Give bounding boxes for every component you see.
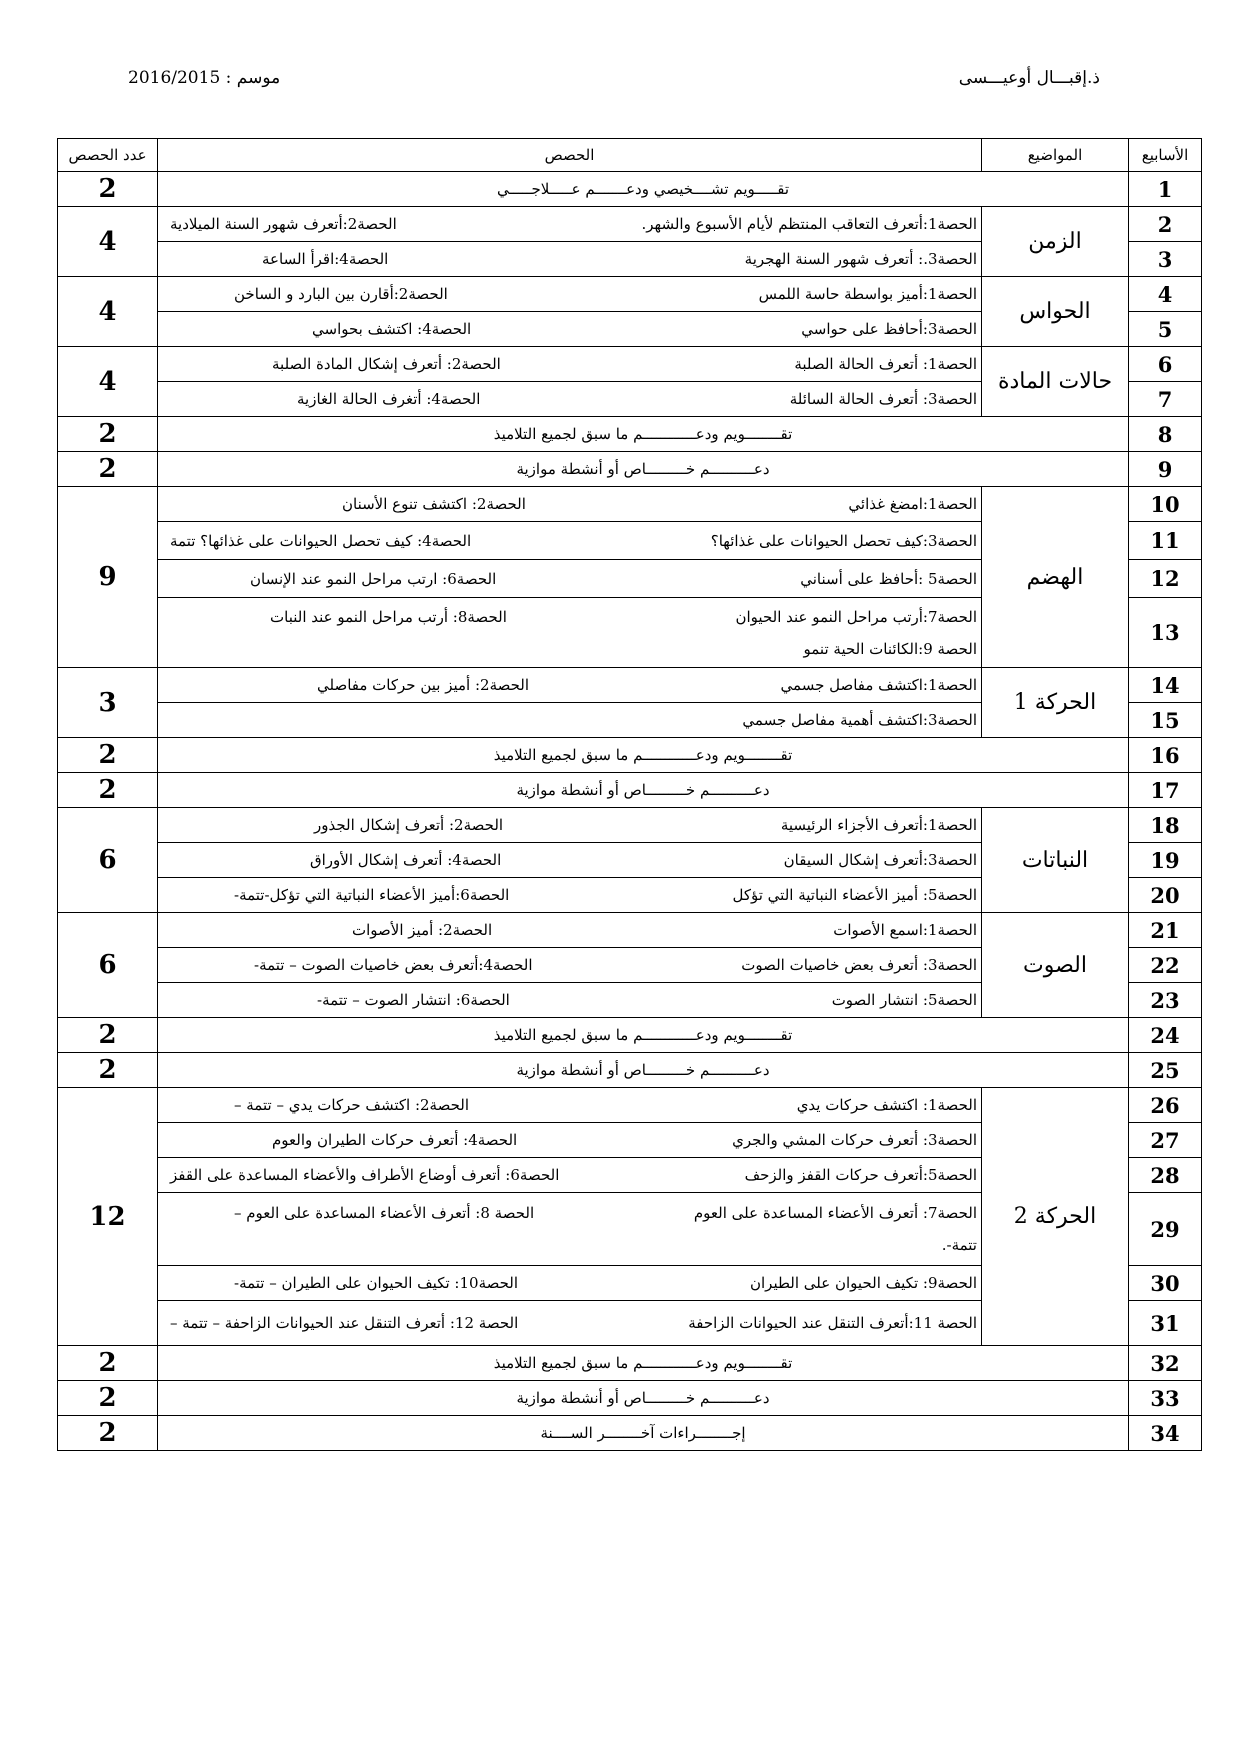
lesson-count: 4	[58, 207, 158, 277]
lesson-text: الحصة2:أقارن بين البارد و الساخن	[234, 285, 448, 303]
week-number: 18	[1129, 808, 1202, 843]
lesson-text: الحصة1:اسمع الأصوات	[833, 921, 977, 939]
lessons-cell	[158, 522, 982, 560]
lesson-count: 4	[58, 347, 158, 417]
table-row	[58, 1381, 1202, 1416]
lesson-text: الحصة3:أحافظ على حواسي	[801, 320, 977, 338]
lessons-cell	[158, 347, 982, 382]
lesson-count: 3	[58, 668, 158, 738]
lesson-plan-table	[57, 138, 1202, 1451]
topic-cell: الحواس	[982, 277, 1129, 347]
lesson-text: الحصة7: أتعرف الأعضاء المساعدة على العوم	[693, 1204, 977, 1222]
lesson-text: الحصة3:أتعرف إشكال السيقان	[783, 851, 977, 869]
topic-cell: الزمن	[982, 207, 1129, 277]
table-row	[58, 1018, 1202, 1053]
lesson-text: الحصة6: أتعرف أوضاع الأطراف والأعضاء المساعدة على القفز	[170, 1166, 560, 1184]
week-number: 28	[1129, 1158, 1202, 1193]
lessons-cell	[158, 277, 982, 312]
lesson-text: الحصة6: انتشار الصوت – تتمة-	[317, 991, 510, 1009]
week-number: 13	[1129, 598, 1202, 668]
week-number: 2	[1129, 207, 1202, 242]
support-cell: دعــــــــــم خـــــــــاص أو أنشطة موازية	[158, 1381, 1129, 1416]
lesson-text: الحصة4: اكتشف بحواسي	[312, 320, 472, 338]
lessons-cell	[158, 598, 982, 668]
table-row	[58, 172, 1202, 207]
lesson-text: الحصة1:أميز بواسطة حاسة اللمس	[758, 285, 977, 303]
lessons-cell	[158, 808, 982, 843]
lesson-text: الحصة1:أتعرف الأجزاء الرئيسية	[780, 816, 977, 834]
lesson-text: الحصة1: أتعرف الحالة الصلبة	[794, 355, 977, 373]
evaluation-cell: تقـــــويم تشــــخيصي ودعـــــــم عـــــلاجـــــي	[158, 172, 1129, 207]
lesson-count: 2	[58, 773, 158, 808]
table-row	[58, 1416, 1202, 1451]
week-number: 10	[1129, 487, 1202, 522]
topic-cell: الهضم	[982, 487, 1129, 668]
lessons-cell	[158, 1193, 982, 1266]
week-number: 19	[1129, 843, 1202, 878]
week-number: 32	[1129, 1346, 1202, 1381]
week-number: 33	[1129, 1381, 1202, 1416]
week-number: 24	[1129, 1018, 1202, 1053]
table-row	[58, 347, 1202, 382]
lesson-text: الحصة1: اكتشف حركات يدي	[796, 1096, 977, 1114]
topic-cell: حالات المادة	[982, 347, 1129, 417]
week-number: 22	[1129, 948, 1202, 983]
lesson-count: 4	[58, 277, 158, 347]
lesson-text: الحصة4: أتغرف الحالة الغازية	[297, 390, 481, 408]
lesson-text: الحصة6:أميز الأعضاء النباتية التي تؤكل-تتمة-	[234, 886, 510, 904]
lesson-text: الحصة2: اكتشف تنوع الأسنان	[342, 495, 526, 513]
topic-cell: النباتات	[982, 808, 1129, 913]
week-number: 11	[1129, 522, 1202, 560]
week-number: 29	[1129, 1193, 1202, 1266]
week-number: 15	[1129, 703, 1202, 738]
lesson-text: الحصة2:أتعرف شهور السنة الميلادية	[170, 215, 397, 233]
topic-cell: الحركة 1	[982, 668, 1129, 738]
lessons-cell	[158, 1123, 982, 1158]
week-number: 8	[1129, 417, 1202, 452]
lessons-cell	[158, 1266, 982, 1301]
lesson-count: 2	[58, 452, 158, 487]
lesson-count: 6	[58, 808, 158, 913]
lessons-cell	[158, 560, 982, 598]
lessons-cell	[158, 312, 982, 347]
week-number: 12	[1129, 560, 1202, 598]
week-number: 17	[1129, 773, 1202, 808]
table-row	[58, 668, 1202, 703]
lessons-cell	[158, 487, 982, 522]
lesson-text: الحصة7:أرتب مراحل النمو عند الحيوان	[735, 607, 977, 626]
lesson-text: الحصة1:امضغ غذائي	[848, 495, 977, 513]
lesson-text: الحصة1:اكتشف مفاصل جسمي	[780, 676, 977, 694]
week-number: 27	[1129, 1123, 1202, 1158]
lesson-text: الحصة4:اقرأ الساعة	[262, 250, 389, 268]
lesson-count: 2	[58, 1053, 158, 1088]
evaluation-cell: تقــــــــويم ودعــــــــــــم ما سبق لجميع التلاميذ	[158, 417, 1129, 452]
lessons-cell	[158, 242, 982, 277]
lesson-text: الحصة6: ارتب مراحل النمو عند الإنسان	[250, 569, 497, 588]
lesson-text: الحصة1:أتعرف التعاقب المنتظم لأيام الأسبوع والشهر.	[641, 215, 977, 233]
lesson-text: الحصة3:كيف تحصل الحيوانات على غذائها؟	[710, 531, 977, 550]
lesson-text: الحصة5: انتشار الصوت	[831, 991, 977, 1009]
lesson-text: الحصة 8: أتعرف الأعضاء المساعدة على العوم –	[234, 1204, 535, 1222]
week-number: 5	[1129, 312, 1202, 347]
lesson-text: الحصة 12: أتعرف التنقل عند الحيوانات الزاحفة – تتمة –	[170, 1314, 519, 1332]
lesson-text: الحصة3: أتعرف بعض خاصيات الصوت	[741, 956, 977, 974]
week-number: 1	[1129, 172, 1202, 207]
week-number: 31	[1129, 1301, 1202, 1346]
lesson-text: الحصة10: تكيف الحيوان على الطيران – تتمة-	[234, 1274, 519, 1292]
lesson-count: 12	[58, 1088, 158, 1346]
season-label: موسم : 2016/2015	[128, 68, 281, 88]
table-row	[58, 277, 1202, 312]
lesson-text: الحصة4: كيف تحصل الحيوانات على غذائها؟ تتمة	[170, 531, 472, 550]
week-number: 34	[1129, 1416, 1202, 1451]
lesson-count: 2	[58, 172, 158, 207]
support-cell: دعــــــــــم خـــــــــاص أو أنشطة موازية	[158, 1053, 1129, 1088]
support-cell: دعــــــــــم خـــــــــاص أو أنشطة موازية	[158, 452, 1129, 487]
table-row	[58, 773, 1202, 808]
week-number: 3	[1129, 242, 1202, 277]
week-number: 20	[1129, 878, 1202, 913]
lesson-count: 2	[58, 1416, 158, 1451]
lesson-text: الحصة9: تكيف الحيوان على الطيران	[750, 1274, 977, 1292]
lessons-cell	[158, 983, 982, 1018]
lessons-cell	[158, 843, 982, 878]
lesson-text: الحصة3: أتعرف الحالة السائلة	[789, 390, 977, 408]
evaluation-cell: تقــــــــويم ودعــــــــــــم ما سبق لجميع التلاميذ	[158, 1018, 1129, 1053]
table-header-row	[58, 139, 1202, 172]
lessons-cell	[158, 948, 982, 983]
lessons-cell	[158, 878, 982, 913]
evaluation-cell: تقــــــــويم ودعــــــــــــم ما سبق لجميع التلاميذ	[158, 1346, 1129, 1381]
lessons-cell	[158, 1088, 982, 1123]
week-number: 16	[1129, 738, 1202, 773]
lesson-text: الحصة4: أتعرف حركات الطيران والعوم	[272, 1131, 518, 1149]
lesson-text: الحصة5: أميز الأعضاء النباتية التي تؤكل	[732, 886, 977, 904]
lesson-text: تتمة-.	[941, 1236, 977, 1254]
evaluation-cell: تقــــــــويم ودعــــــــــــم ما سبق لجميع التلاميذ	[158, 738, 1129, 773]
table-row	[58, 1053, 1202, 1088]
lessons-cell	[158, 668, 982, 703]
lesson-count: 2	[58, 417, 158, 452]
topic-cell: الصوت	[982, 913, 1129, 1018]
lessons-cell	[158, 703, 982, 738]
week-number: 21	[1129, 913, 1202, 948]
lesson-count: 2	[58, 1018, 158, 1053]
count-column-header: عدد الحصص	[58, 139, 158, 172]
lesson-text: الحصة2: أتعرف إشكال الجذور	[314, 816, 504, 834]
lessons-cell	[158, 1301, 982, 1346]
table-row	[58, 417, 1202, 452]
lesson-text: الحصة 9:الكائنات الحية تنمو	[803, 639, 977, 658]
week-number: 25	[1129, 1053, 1202, 1088]
lesson-text: الحصة4: أتعرف إشكال الأوراق	[310, 851, 502, 869]
week-number: 14	[1129, 668, 1202, 703]
lessons-cell	[158, 207, 982, 242]
table-row	[58, 738, 1202, 773]
lessons-column-header: الحصص	[158, 139, 982, 172]
lesson-text: الحصة3: أتعرف حركات المشي والجري	[732, 1131, 977, 1149]
lesson-text: الحصة8: أرتب مراحل النمو عند النبات	[270, 607, 507, 626]
table-row	[58, 452, 1202, 487]
week-number: 9	[1129, 452, 1202, 487]
lesson-text: الحصة3:اكتشف أهمية مفاصل جسمي	[742, 711, 977, 729]
lesson-count: 2	[58, 1346, 158, 1381]
topics-column-header: المواضيع	[982, 139, 1129, 172]
lesson-text: الحصة 11:أتعرف التنقل عند الحيوانات الزاحفة	[688, 1314, 977, 1332]
topic-cell: الحركة 2	[982, 1088, 1129, 1346]
week-number: 26	[1129, 1088, 1202, 1123]
lesson-text: الحصة2: أميز بين حركات مفاصلي	[317, 676, 530, 694]
year-end-cell: إجــــــــراءات آخــــــــر الســــنة	[158, 1416, 1129, 1451]
lesson-text: الحصة5 :أحافظ على أسناني	[800, 569, 977, 588]
lesson-count: 2	[58, 1381, 158, 1416]
week-number: 30	[1129, 1266, 1202, 1301]
lesson-count: 9	[58, 487, 158, 668]
lesson-text: الحصة4:أتعرف بعض خاصيات الصوت – تتمة-	[254, 956, 533, 974]
weeks-column-header: الأسابيع	[1129, 139, 1202, 172]
week-number: 4	[1129, 277, 1202, 312]
table-row	[58, 1088, 1202, 1123]
lessons-cell	[158, 382, 982, 417]
lesson-text: الحصة2: أميز الأصوات	[352, 921, 493, 939]
table-row	[58, 1346, 1202, 1381]
lessons-cell	[158, 913, 982, 948]
support-cell: دعــــــــــم خـــــــــاص أو أنشطة موازية	[158, 773, 1129, 808]
lesson-text: الحصة3.: أتعرف شهور السنة الهجرية	[744, 250, 977, 268]
table-row	[58, 808, 1202, 843]
lesson-count: 2	[58, 738, 158, 773]
lesson-text: الحصة5:أتعرف حركات القفز والزحف	[744, 1166, 977, 1184]
lesson-text: الحصة2: أتعرف إشكال المادة الصلبة	[272, 355, 501, 373]
week-number: 7	[1129, 382, 1202, 417]
table-row	[58, 207, 1202, 242]
table-row	[58, 913, 1202, 948]
teacher-name: ذ.إقبـــال أوعيـــسى	[958, 68, 1100, 88]
lesson-count: 6	[58, 913, 158, 1018]
lesson-text: الحصة2: اكتشف حركات يدي – تتمة –	[234, 1096, 470, 1114]
week-number: 23	[1129, 983, 1202, 1018]
week-number: 6	[1129, 347, 1202, 382]
lessons-cell	[158, 1158, 982, 1193]
table-row	[58, 487, 1202, 522]
